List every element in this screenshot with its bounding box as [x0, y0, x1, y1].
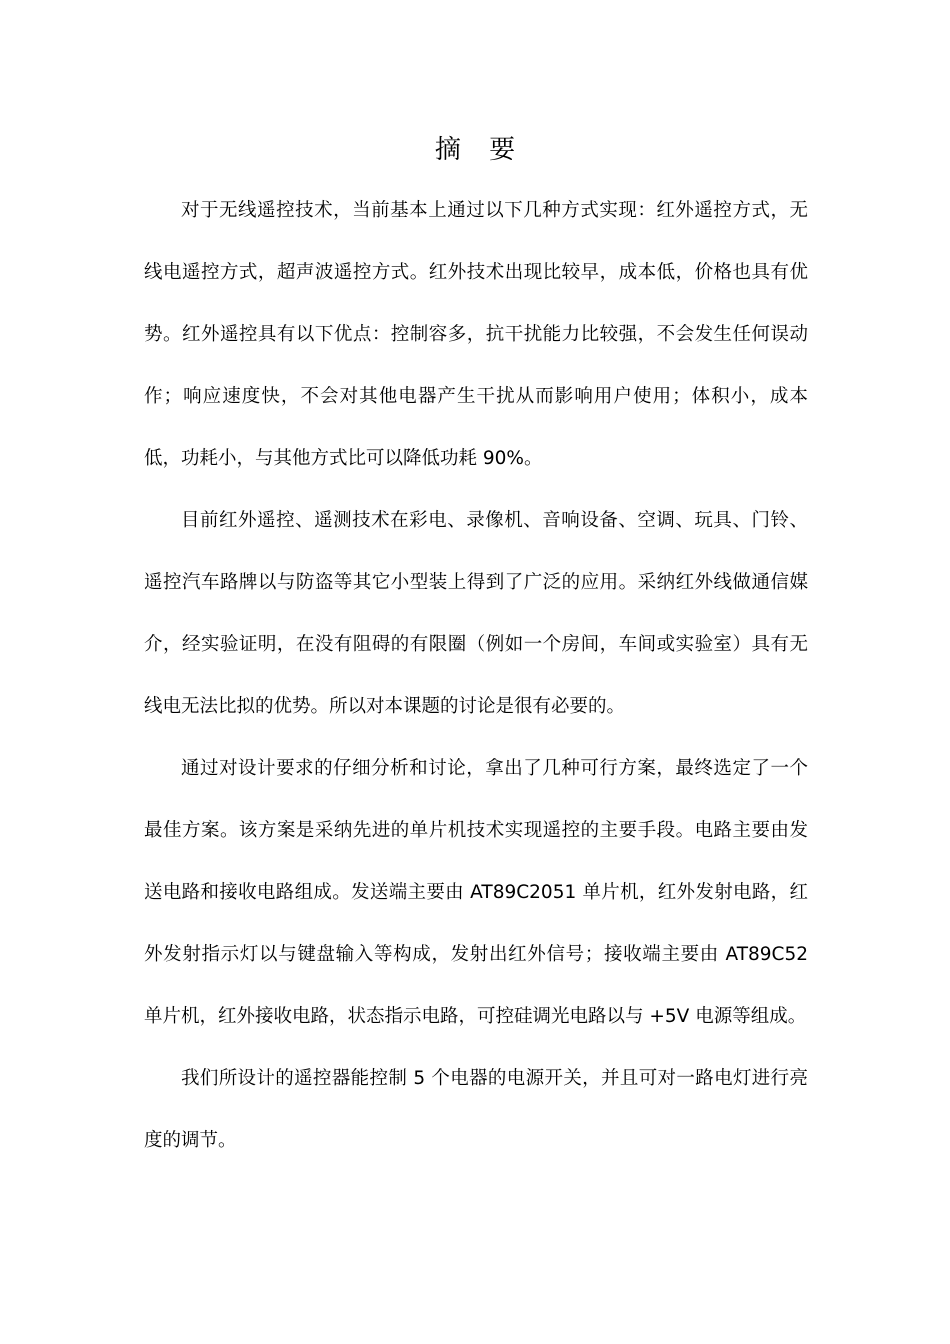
abstract-body [144, 180, 808, 1172]
paragraph-3: 通过对设计要求的仔细分析和讨论，拿出了几种可行方案，最终选定了一个最佳方案。该方案是采纳先进的单片机技术实现遥控的主要手段。电路主要由发送电路和接收电路组成。发送端主要由 AT89C2051 单片机，红外发射电路，红外发射指示灯以与键盘输入等构成，发射出红外信号；接收端主要由 AT89C52 单片机，红外接收电路，状态指示电路，可控硅调光电路以与 +5V 电源等组成。 [144, 758, 808, 1027]
abstract-title: 摘 要 [434, 135, 526, 165]
paragraph-2: 目前红外遥控、遥测技术在彩电、录像机、音响设备、空调、玩具、门铃、遥控汽车路牌以与防盗等其它小型装上得到了广泛的应用。采纳红外线做通信媒介，经实验证明，在没有阻碍的有限圈（例如一个房间，车间或实验室）具有无线电无法比拟的优势。所以对本课题的讨论是很有必要的。 [144, 510, 808, 717]
paragraph-4: 我们所设计的遥控器能控制 5 个电器的电源开关，并且可对一路电灯进行亮度的调节。 [144, 1068, 808, 1151]
paragraph-1: 对于无线遥控技术，当前基本上通过以下几种方式实现：红外遥控方式，无线电遥控方式，超声波遥控方式。红外技术出现比较早，成本低，价格也具有优势。红外遥控具有以下优点：控制容多，抗干扰能力比较强，不会发生任何误动作；响应速度快，不会对其他电器产生干扰从而影响用户使用；体积小，成本低，功耗小，与其他方式比可以降低功耗 90%。 [144, 200, 808, 469]
